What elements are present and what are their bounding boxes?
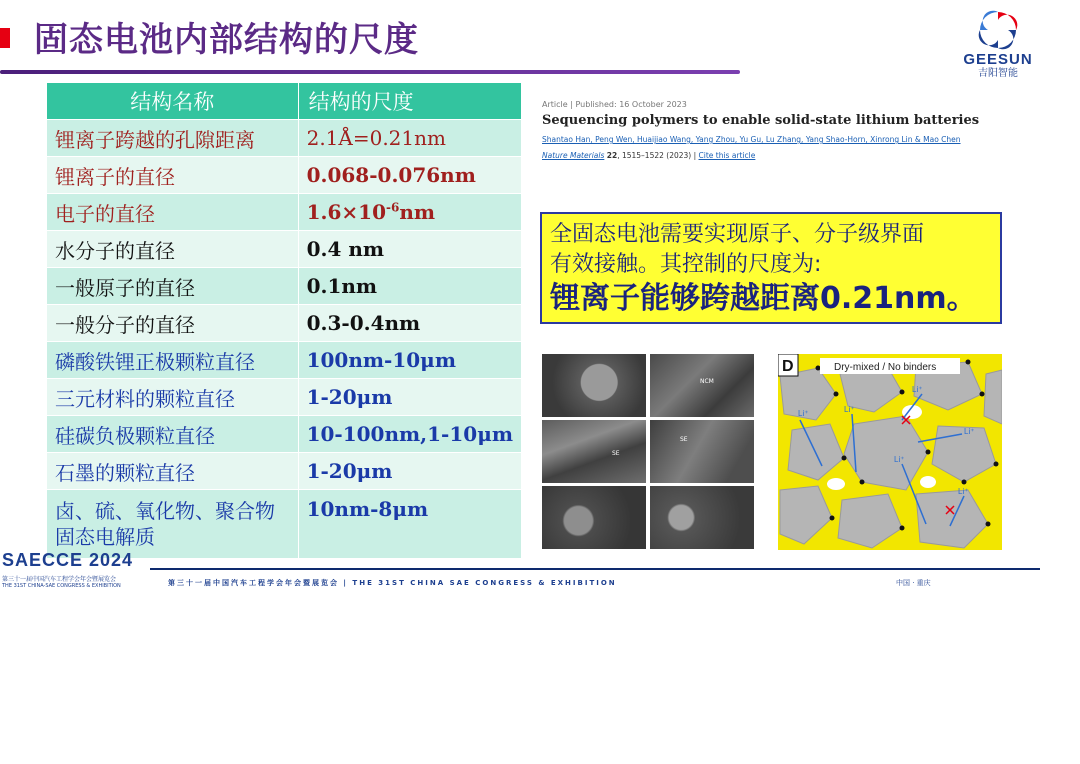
binder-dot — [962, 480, 967, 485]
title-underline — [0, 70, 740, 74]
column-header-scale: 结构的尺度 — [298, 83, 521, 120]
table-row — [47, 379, 522, 416]
structure-name: 三元材料的颗粒直径 — [47, 379, 299, 416]
journal-name[interactable]: Nature Materials — [542, 151, 605, 160]
structure-name: 石墨的颗粒直径 — [47, 453, 299, 490]
ion-label: Li⁺ — [964, 427, 975, 436]
structure-name: 磷酸铁锂正极颗粒直径 — [47, 342, 299, 379]
table-row — [47, 342, 522, 379]
structure-scale: 0.1nm — [298, 268, 521, 305]
table-row — [47, 453, 522, 490]
binder-dot — [926, 450, 931, 455]
scale-table — [46, 82, 522, 559]
scale-exponent: -6 — [385, 200, 400, 215]
ion-label: Li⁺ — [894, 455, 905, 464]
footer-text: 第三十一届中国汽车工程学会年会暨展览会 | THE 31ST CHINA SAE CONGRESS & EXHIBITION — [168, 579, 617, 587]
scale-unit: nm — [399, 200, 436, 224]
logo-name: GEESUN — [963, 51, 1033, 68]
structure-scale: 100nm-10μm — [298, 342, 521, 379]
logo-subtitle: 吉阳智能 — [978, 68, 1018, 79]
ion-label: Li⁺ — [798, 409, 809, 418]
sem-image-grid — [542, 354, 754, 550]
sem-image — [650, 420, 754, 483]
structure-scale: 0.3-0.4nm — [298, 305, 521, 342]
structure-name: 一般分子的直径 — [47, 305, 299, 342]
footer-brand-subtitle-cn: 第三十一届中国汽车工程学会年会暨展览会 — [2, 576, 117, 583]
geesun-swirl-icon — [976, 8, 1020, 52]
journal-volume: 22 — [606, 151, 618, 160]
structure-scale — [298, 194, 521, 231]
binder-dot — [900, 526, 905, 531]
structure-name: 锂离子跨越的孔隙距离 — [47, 120, 299, 157]
company-logo — [958, 8, 1038, 88]
journal-pages: 1515–1522 (2023) — [621, 151, 692, 160]
key-point-callout — [540, 212, 1002, 324]
footer-divider — [150, 568, 1040, 570]
sem-image — [542, 420, 646, 483]
table-row — [47, 231, 522, 268]
ion-label: Li⁺ — [912, 385, 923, 394]
title-marker — [0, 28, 10, 48]
sem-label: NCM — [700, 378, 714, 385]
structure-name: 锂离子的直径 — [47, 157, 299, 194]
table-row — [47, 120, 522, 157]
binder-dot — [986, 522, 991, 527]
diagram-caption: Dry-mixed / No binders — [834, 362, 937, 373]
article-title[interactable]: Sequencing polymers to enable solid-state lithium batteries — [542, 113, 980, 128]
footer-location: 中国 · 重庆 — [896, 579, 931, 587]
table-row — [47, 305, 522, 342]
binder-dot — [834, 392, 839, 397]
ion-label: Li⁺ — [844, 405, 855, 414]
structure-scale: 0.068-0.076nm — [298, 157, 521, 194]
callout-line-2: 有效接触。其控制的尺度为: — [550, 252, 822, 277]
structure-scale: 2.1Å=0.21nm — [298, 120, 521, 157]
footer-brand-subtitle-en: THE 31ST CHINA-SAE CONGRESS & EXHIBITION — [2, 583, 121, 589]
article-citation — [542, 100, 1012, 160]
structure-name: 电子的直径 — [47, 194, 299, 231]
callout-line-3: 锂离子能够跨越距离0.21nm。 — [550, 281, 977, 316]
binder-dot — [966, 360, 971, 365]
void — [920, 476, 936, 488]
column-header-name: 结构名称 — [47, 83, 299, 120]
table-row — [47, 268, 522, 305]
article-journal-line: Nature Materials 22, 1515–1522 (2023) | Cite this article — [542, 151, 756, 160]
structure-scale: 10-100nm,1-10μm — [298, 416, 521, 453]
structure-scale: 1-20μm — [298, 379, 521, 416]
sem-image — [650, 486, 754, 549]
structure-scale: 10nm-8μm — [298, 490, 521, 559]
table-row — [47, 416, 522, 453]
structure-scale: 1-20μm — [298, 453, 521, 490]
cite-link[interactable]: Cite this article — [698, 151, 756, 160]
structure-name: 卤、硫、氧化物、聚合物固态电解质 — [47, 490, 299, 559]
table-header-row — [47, 83, 522, 120]
particle-contact-diagram — [778, 354, 1002, 550]
void — [827, 478, 845, 490]
structure-name: 水分子的直径 — [47, 231, 299, 268]
table-row — [47, 194, 522, 231]
footer-brand: SAECCE 2024 — [2, 550, 134, 570]
particle — [984, 370, 1002, 424]
binder-dot — [830, 516, 835, 521]
scale-base: 1.6×10 — [306, 200, 386, 224]
table-row — [47, 157, 522, 194]
panel-letter: D — [782, 358, 794, 375]
sem-label: SE — [680, 436, 688, 443]
ion-label: Li⁺ — [958, 487, 969, 496]
structure-name: 硅碳负极颗粒直径 — [47, 416, 299, 453]
structure-scale: 0.4 nm — [298, 231, 521, 268]
sem-image — [542, 354, 646, 417]
sem-image — [650, 354, 754, 417]
sem-label: SE — [612, 450, 620, 457]
slide-title: 固态电池内部结构的尺度 — [34, 20, 419, 60]
article-authors[interactable]: Shantao Han, Peng Wen, Huaijiao Wang, Yang Zhou, Yu Gu, Lu Zhang, Yang Shao-Horn, Xinrong Lin & Mao Chen — [542, 135, 961, 144]
callout-line-1: 全固态电池需要实现原子、分子级界面 — [550, 222, 925, 247]
binder-dot — [980, 392, 985, 397]
binder-dot — [842, 456, 847, 461]
article-meta: Article | Published: 16 October 2023 — [542, 100, 687, 109]
binder-dot — [994, 462, 999, 467]
structure-name: 一般原子的直径 — [47, 268, 299, 305]
binder-dot — [816, 366, 821, 371]
table-row — [47, 490, 522, 559]
binder-dot — [900, 390, 905, 395]
sem-image — [542, 486, 646, 549]
binder-dot — [860, 480, 865, 485]
